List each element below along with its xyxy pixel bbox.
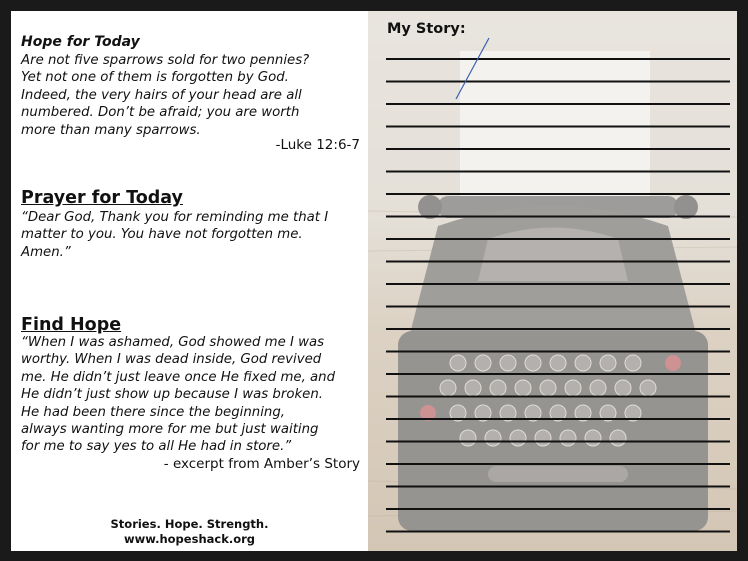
- scripture-reference: -Luke 12:6-7: [275, 137, 360, 153]
- my-story-label: My Story:: [387, 21, 466, 37]
- pen-stroke: [456, 38, 489, 99]
- find-hope-quote: “When I was ashamed, God showed me I was worthy. When I was dead inside, God revived me. He didn’t just leave once He fixed me, and He didn’t just show up because I was broken. He had been there since the beginning, always wanting more for me but just waiting for me to say yes to all He had in store.”: [21, 335, 336, 455]
- writing-lines[interactable]: [368, 11, 737, 551]
- quote-attribution: - excerpt from Amber’s Story: [163, 456, 360, 472]
- devotional-panel: [11, 11, 368, 551]
- prayer-text: “Dear God, Thank you for reminding me that I matter to you. You have not forgotten me. Amen.”: [21, 210, 329, 260]
- footer: [11, 517, 368, 547]
- prayer-heading: Prayer for Today: [21, 188, 183, 208]
- footer-tagline: Stories. Hope. Strength.: [110, 517, 269, 531]
- story-panel: [368, 11, 737, 551]
- scripture-verse: Are not five sparrows sold for two pennies? Yet not one of them is forgotten by God. Indeed, the very hairs of your head are all numbered. Don’t be afraid; you are worth more than many sparrows.: [21, 53, 310, 138]
- hope-title: Hope for Today: [21, 34, 140, 50]
- footer-website: www.hopeshack.org: [123, 532, 256, 546]
- find-hope-heading: Find Hope: [21, 315, 122, 335]
